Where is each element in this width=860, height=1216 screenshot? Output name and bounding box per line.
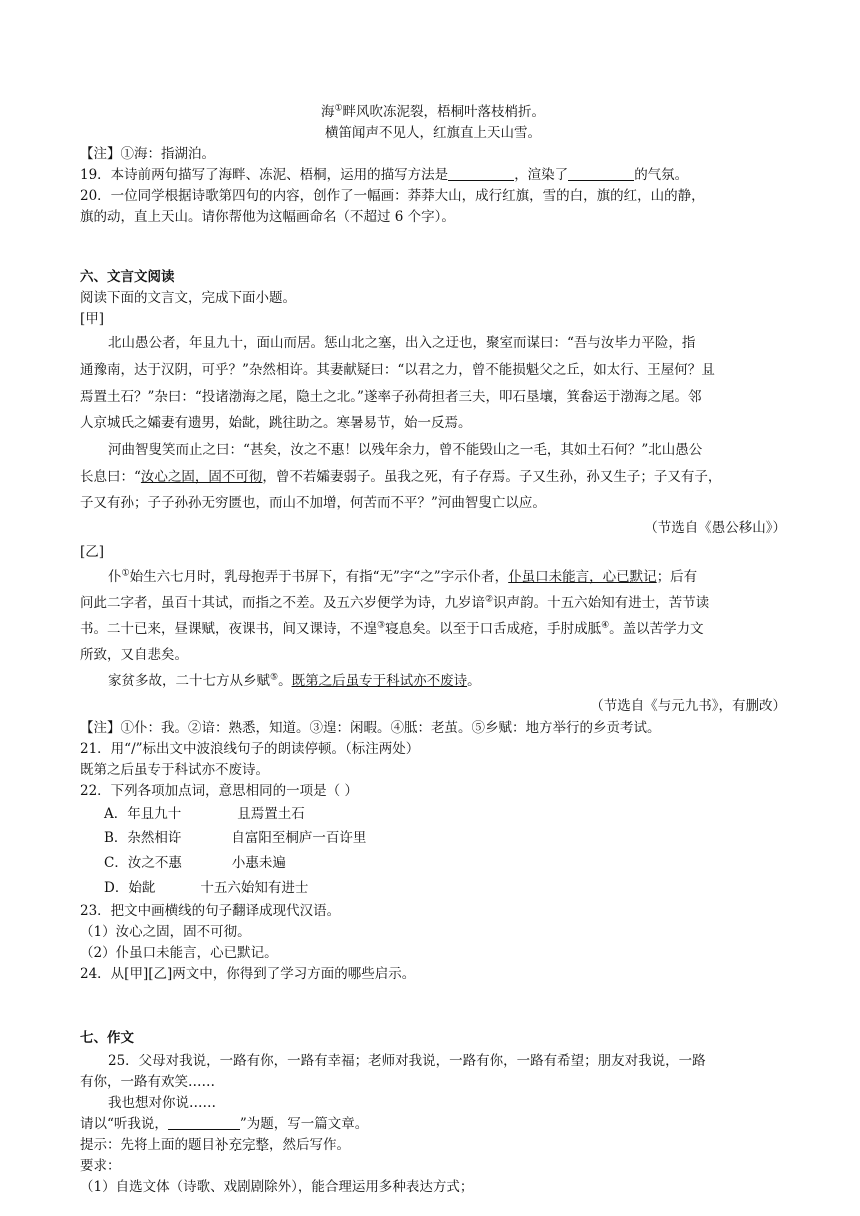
question-23-1: （1）汝心之固，固不可彻。	[80, 924, 251, 940]
essay-prompt-line-3: 我也想对你说……	[108, 1095, 216, 1111]
yi-paragraph-1-line-3: 书。二十已来，昼课赋，夜课书，间又课诗，不遑③寝息矣。以至于口舌成疮，手肘成胝④。盖以苦学力文	[80, 620, 704, 637]
yi-paragraph-2: 家贫多故，二十七方从乡赋⑤。既第之后虽专于科试亦不废诗。	[108, 672, 481, 689]
option-a[interactable]: A．年且九十 且焉置土石	[104, 806, 305, 822]
dotted-word: 始	[128, 880, 142, 896]
jia-paragraph-1-line-2: 通豫南，达于汉阴，可乎？”杂然相许 ·。其妻献疑曰：“以君之力，曾不能损魁父之丘，如太行、王屋何？且 ·	[80, 357, 786, 384]
question-20-line-2: 旗的动，直上天山。请你帮他为这幅画命名（不超过 6 个字）。	[80, 209, 455, 225]
section-6-title: 六、文言文阅读	[80, 269, 175, 285]
dotted-word: 许	[339, 830, 353, 846]
underlined-sentence: 汝心之固，固不可彻	[140, 469, 263, 485]
yi-paragraph-1-line-4: 所致，又自悲矣。	[80, 647, 188, 663]
dotted-word: 补	[215, 1137, 229, 1153]
jia-paragraph-2-line-3: 子又有孙；子子孙孙无穷匮也，而山不加增，何苦而不平？”河曲智叟亡以应。	[80, 495, 546, 511]
option-c[interactable]: C．汝之不惠 小惠未遍	[104, 855, 286, 871]
section-6-intro: 阅读下面的文言文，完成下面小题。	[80, 290, 296, 306]
essay-prompt-line-2: 有你，一路有欢笑……	[80, 1074, 215, 1090]
jia-paragraph-2-line-2: 长息曰：“汝心之固，固不可彻，曾不若孀妻弱子。虽我之死，有子存焉。子又生孙，孙又生子；子又有子，	[80, 469, 722, 485]
dotted-word: 惠	[245, 855, 259, 871]
dotted-word: 整	[255, 1137, 269, 1153]
underlined-sentence: 仆虽口未能言，心已默记	[508, 569, 657, 585]
text-yi-label: [乙]	[80, 544, 105, 560]
section-7-title: 七、作文	[80, 1030, 134, 1046]
jia-paragraph-1-line-4: 人京城氏之孀妻有遗男，始 ·龀，跳往助之。寒暑易节，始一反焉。	[80, 410, 786, 437]
dotted-word: 始	[240, 880, 255, 896]
answer-blank[interactable]	[448, 166, 514, 181]
dotted-word: 完	[242, 1137, 256, 1153]
answer-blank[interactable]	[568, 166, 634, 181]
option-d[interactable]: D．始龀 十五六始知有进士	[104, 880, 309, 896]
exam-page	[80, 102, 786, 1198]
essay-prompt-line-1: 25．父母对我说，一路有你，一路有幸福；老师对我说，一路有你，一路有希望；朋友对我说，一路	[108, 1053, 706, 1069]
poem-line-2: 横笛闻声不见人，红旗直上天山雪。	[325, 125, 541, 141]
question-21-sentence: 既第之后虽专于科试亦不废诗。	[80, 762, 269, 778]
question-23: 23．把文中画横线的句子翻译成现代汉语。	[80, 903, 341, 919]
text-jia-label: [甲]	[80, 311, 105, 327]
dotted-word: 且	[140, 806, 155, 822]
source-yi: （节选自《与元九书》，有删改）	[590, 698, 786, 714]
essay-hint: 提示：先将上面的题目补充完整，然后写作。	[80, 1137, 350, 1153]
dotted-word: 惠 ·	[331, 442, 345, 458]
jia-paragraph-2-line-1: 河曲智叟笑而止之曰：“甚矣，汝之不惠 ·！以残年余力，曾不能毁山之一毛，其如土石何？”北山愚公	[80, 437, 786, 464]
yi-paragraph-1-line-1: 仆①始生六七月时，乳母抱弄于书屏下，有指“无”字“之”字示仆者，仆虽口未能言，心已默记；后有	[108, 568, 698, 585]
dotted-word: 充	[228, 1137, 242, 1153]
question-24: 24．从[甲][乙]两文中，你得到了学习方面的哪些启示。	[80, 966, 416, 982]
requirement-1: （1）自选文体（诗歌、戏剧剧除外），能合理运用多种表达方式；	[80, 1179, 474, 1195]
question-22: 22．下列各项加点词，意思相同的一项是（ ）	[80, 783, 358, 799]
dotted-word: 且 ·	[203, 335, 217, 351]
question-19: 19．本诗前两句描写了海畔、冻泥、梧桐，运用的描写方法是 ，渲染了 的气氛。	[80, 167, 689, 183]
option-b[interactable]: B．杂然相许 自富阳至桐庐一百许里	[104, 830, 367, 846]
dotted-word: 惠	[168, 855, 182, 871]
source-jia: （节选自《愚公移山》）	[644, 520, 786, 536]
jia-paragraph-1-line-1: 北山愚公者，年且 ·九十，面山而居。惩山北之塞，出入之迂也，聚室而谋曰：“吾与汝毕力平险，指	[80, 330, 786, 357]
title-blank[interactable]	[168, 1115, 240, 1130]
question-23-2: （2）仆虽口未能言，心已默记。	[80, 945, 278, 961]
essay-title-instruction: 请以“听我说， ”为题，写一篇文章。	[80, 1116, 369, 1132]
dotted-word: 许 ·	[289, 362, 303, 378]
dotted-word: 许	[167, 830, 182, 846]
dotted-word: 且 ·	[701, 362, 715, 378]
yi-note: 【注】①仆：我。②谙：熟悉，知道。③遑：闲暇。④胝：老茧。⑤乡赋：地方举行的乡贡考试。	[80, 720, 661, 736]
dotted-word: 始 ·	[229, 415, 243, 431]
question-21: 21．用“/”标出文中波浪线句子的朗读停顿。（标注两处）	[80, 741, 420, 757]
poem-note: 【注】①海：指湖泊。	[80, 146, 215, 162]
yi-paragraph-1-line-2: 问此二字者，虽百十其试，而指之不差。及五六岁便学为诗，九岁谙②识声韵。十五六始知有进士，苦节读	[80, 594, 710, 611]
jia-paragraph-1-line-3: 焉置土石？”杂曰：“投诸渤海之尾，隐土之北。”遂率子孙荷担者三夫，叩石垦壤，箕畚运于渤海之尾。邻	[80, 389, 702, 405]
requirements-label: 要求：	[80, 1158, 121, 1174]
dotted-word: 且	[237, 806, 251, 822]
question-20-line-1: 20．一位同学根据诗歌第四句的内容，创作了一幅画：莽莽大山，成行红旗，雪的白，旗的红，山的静，	[80, 188, 705, 204]
wavy-sentence: 既第之后虽专于科试亦不废诗	[291, 673, 468, 689]
poem-line-1: 海①畔风吹冻泥裂，梧桐叶落枝梢折。	[320, 103, 546, 120]
